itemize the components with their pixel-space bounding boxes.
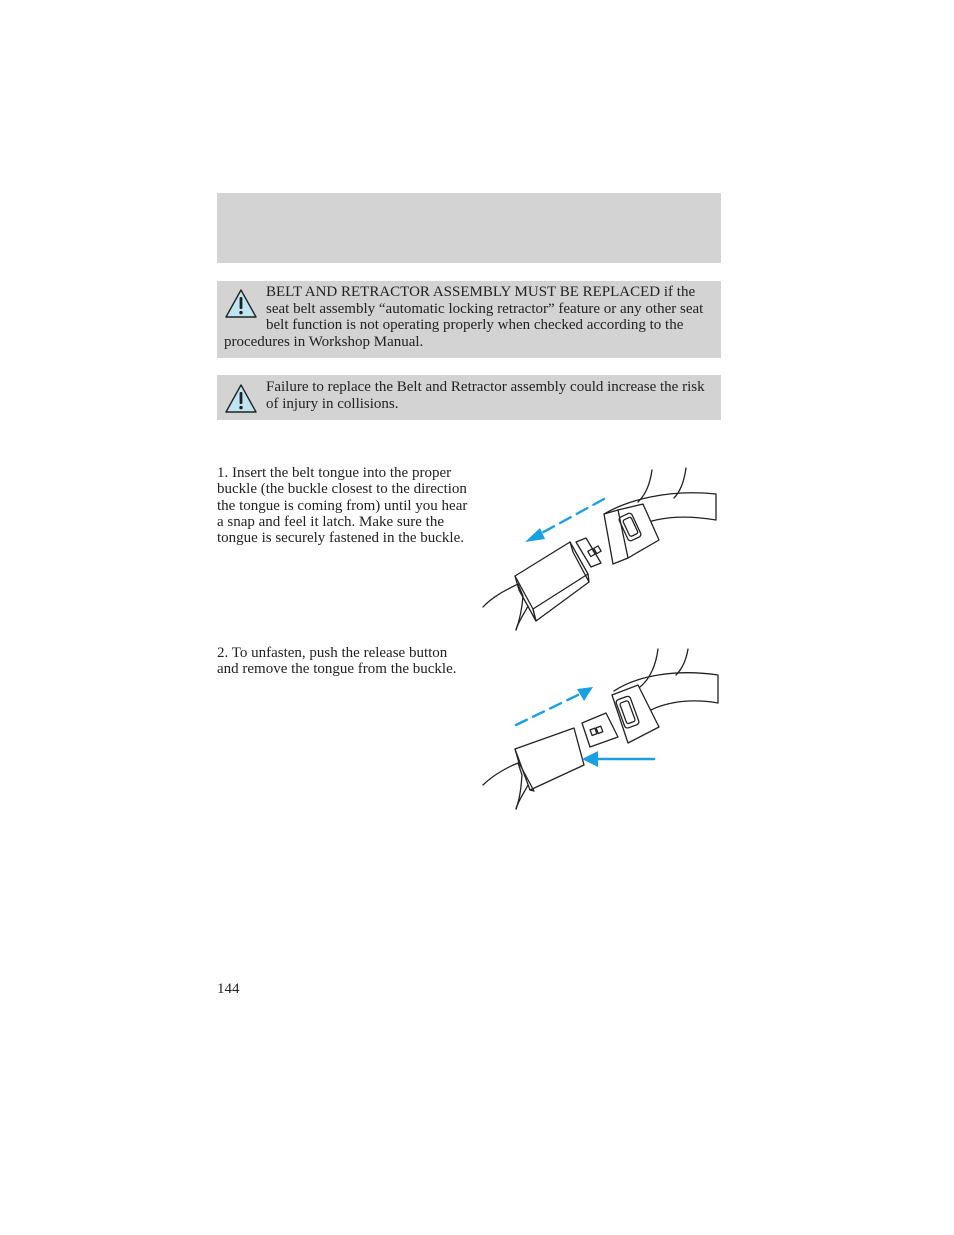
section-header-band (217, 193, 721, 263)
warning-box-injury-risk (217, 375, 721, 420)
warning-text: BELT AND RETRACTOR ASSEMBLY MUST BE REPLACED if the seat belt assembly “automatic locking retractor” feature or any other seat belt function is not operating properly when checked according to the procedures in Workshop Manual. (224, 284, 704, 350)
step-1-text: 1. Insert the belt tongue into the proper buckle (the buckle closest to the direction the tongue is coming from) until you hear a snap and feel it latch. Make sure the tongue is securely fastened in the buckle. (217, 465, 468, 547)
warning-triangle-icon (224, 382, 258, 416)
warning-triangle-icon (224, 287, 258, 321)
step-2-text: 2. To unfasten, push the release button and remove the tongue from the buckle. (217, 645, 457, 678)
warning-text: Failure to replace the Belt and Retractor assembly could increase the risk of injury in collisions. (266, 379, 705, 412)
seat-belt-release-illustration (478, 645, 723, 813)
seat-belt-insert-illustration (478, 464, 723, 632)
page-number: 144 (217, 981, 240, 997)
warning-box-replace-assembly (217, 281, 721, 358)
